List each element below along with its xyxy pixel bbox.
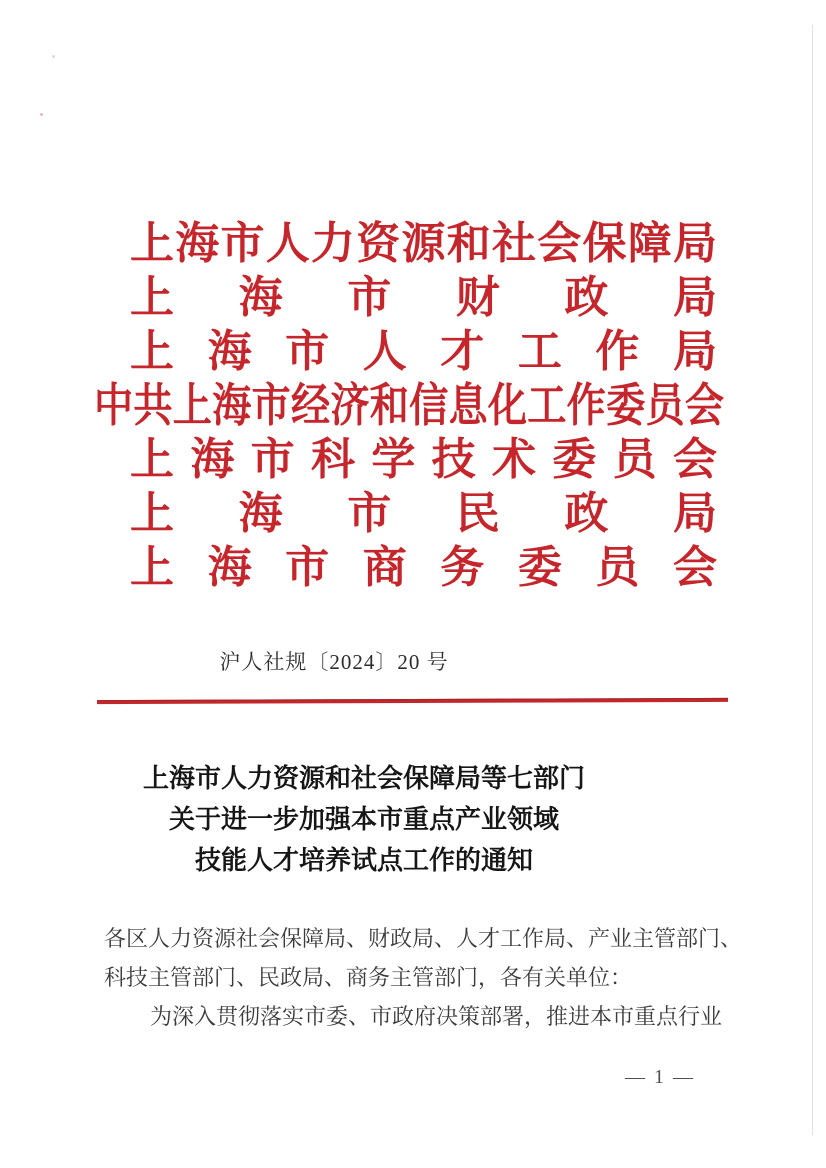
agency-character: 上 xyxy=(130,543,174,592)
agency-character: 员 xyxy=(645,380,685,431)
agency-character: 科 xyxy=(310,435,355,484)
agency-character: 海 xyxy=(238,273,283,322)
document-number: 沪人社规〔2024〕20 号 xyxy=(219,650,449,674)
agency-line-4 xyxy=(94,379,724,433)
salutation-line-2: 科技主管部门、民政局、商务主管部门，各有关单位： xyxy=(104,965,633,990)
red-header-agency-block xyxy=(94,217,725,595)
agency-character: 会 xyxy=(672,543,717,592)
agency-character: 作 xyxy=(566,380,606,431)
agency-line-3 xyxy=(130,325,717,379)
agency-character: 市 xyxy=(285,327,330,376)
agency-character: 才 xyxy=(440,327,485,376)
agency-character: 政 xyxy=(564,273,609,322)
agency-character: 工 xyxy=(527,380,567,431)
agency-character: 经 xyxy=(290,380,331,431)
agency-character: 信 xyxy=(409,380,449,431)
agency-character: 局 xyxy=(672,327,717,376)
body-paragraphs xyxy=(104,919,756,1036)
agency-character: 员 xyxy=(595,543,640,592)
agency-line-7 xyxy=(130,541,717,595)
agency-character: 会 xyxy=(672,435,717,484)
agency-character: 务 xyxy=(440,543,485,592)
notice-title-line-1: 上海市人力资源和社会保障局等七部门 xyxy=(142,764,585,793)
agency-character: 上 xyxy=(130,327,174,376)
agency-character: 员 xyxy=(612,435,657,484)
agency-character: 海 xyxy=(175,219,220,268)
red-separator-line xyxy=(97,698,728,704)
agency-character: 市 xyxy=(250,435,295,484)
agency-character: 和 xyxy=(446,219,491,268)
agency-character: 术 xyxy=(491,435,536,484)
agency-character: 中 xyxy=(94,380,134,431)
agency-line-5 xyxy=(130,433,717,487)
agency-character: 财 xyxy=(455,273,500,322)
agency-character: 市 xyxy=(285,543,330,592)
agency-line-1 xyxy=(130,217,717,271)
agency-character: 局 xyxy=(672,489,717,538)
agency-character: 海 xyxy=(207,543,252,592)
agency-character: 资 xyxy=(356,219,401,268)
notice-title xyxy=(102,758,626,881)
paragraph-line-1: 为深入贯彻落实市委、市政府决策部署，推进本市重点行业 xyxy=(150,1004,723,1029)
agency-character: 源 xyxy=(401,219,446,268)
scan-speck xyxy=(52,55,55,58)
agency-character: 上 xyxy=(130,273,174,322)
agency-character: 和 xyxy=(369,380,409,431)
agency-character: 市 xyxy=(347,273,392,322)
agency-character: 市 xyxy=(220,219,265,268)
notice-title-line-2: 关于进一步加强本市重点产业领域 xyxy=(168,805,559,834)
agency-character: 工 xyxy=(517,327,562,376)
agency-character: 力 xyxy=(311,219,355,268)
agency-character: 海 xyxy=(190,435,235,484)
agency-character: 市 xyxy=(251,380,291,431)
agency-character: 局 xyxy=(672,273,717,322)
agency-character: 上 xyxy=(130,219,174,268)
agency-character: 局 xyxy=(673,219,717,268)
agency-character: 会 xyxy=(537,219,582,268)
agency-line-2 xyxy=(130,271,717,325)
agency-character: 海 xyxy=(212,380,252,431)
agency-character: 人 xyxy=(362,327,407,376)
agency-character: 障 xyxy=(627,219,672,268)
agency-character: 作 xyxy=(595,327,640,376)
agency-character: 市 xyxy=(347,489,392,538)
agency-line-6 xyxy=(130,487,717,541)
agency-character: 海 xyxy=(207,327,252,376)
agency-character: 上 xyxy=(130,489,174,538)
agency-character: 技 xyxy=(431,435,476,484)
agency-character: 政 xyxy=(564,489,609,538)
agency-character: 上 xyxy=(172,380,212,431)
agency-character: 上 xyxy=(130,435,174,484)
scan-edge-artifact xyxy=(812,25,813,1135)
notice-title-line-3: 技能人才培养试点工作的通知 xyxy=(194,846,533,875)
agency-character: 济 xyxy=(330,380,370,431)
agency-character: 社 xyxy=(492,219,536,268)
agency-character: 学 xyxy=(371,435,416,484)
agency-character: 民 xyxy=(455,489,500,538)
agency-character: 委 xyxy=(606,380,646,431)
agency-character: 会 xyxy=(684,380,725,431)
salutation-line-1: 各区人力资源社会保障局、财政局、人才工作局、产业主管部门、 xyxy=(104,926,743,951)
agency-character: 商 xyxy=(362,543,407,592)
agency-character: 委 xyxy=(552,435,597,484)
agency-character: 海 xyxy=(238,489,283,538)
agency-character: 化 xyxy=(487,380,528,431)
scan-speck xyxy=(40,113,43,116)
agency-character: 息 xyxy=(448,380,488,431)
agency-character: 委 xyxy=(517,543,562,592)
page-number: — 1 — xyxy=(625,1066,695,1088)
agency-character: 保 xyxy=(582,219,627,268)
agency-character: 共 xyxy=(133,380,173,431)
agency-character: 人 xyxy=(265,219,310,268)
